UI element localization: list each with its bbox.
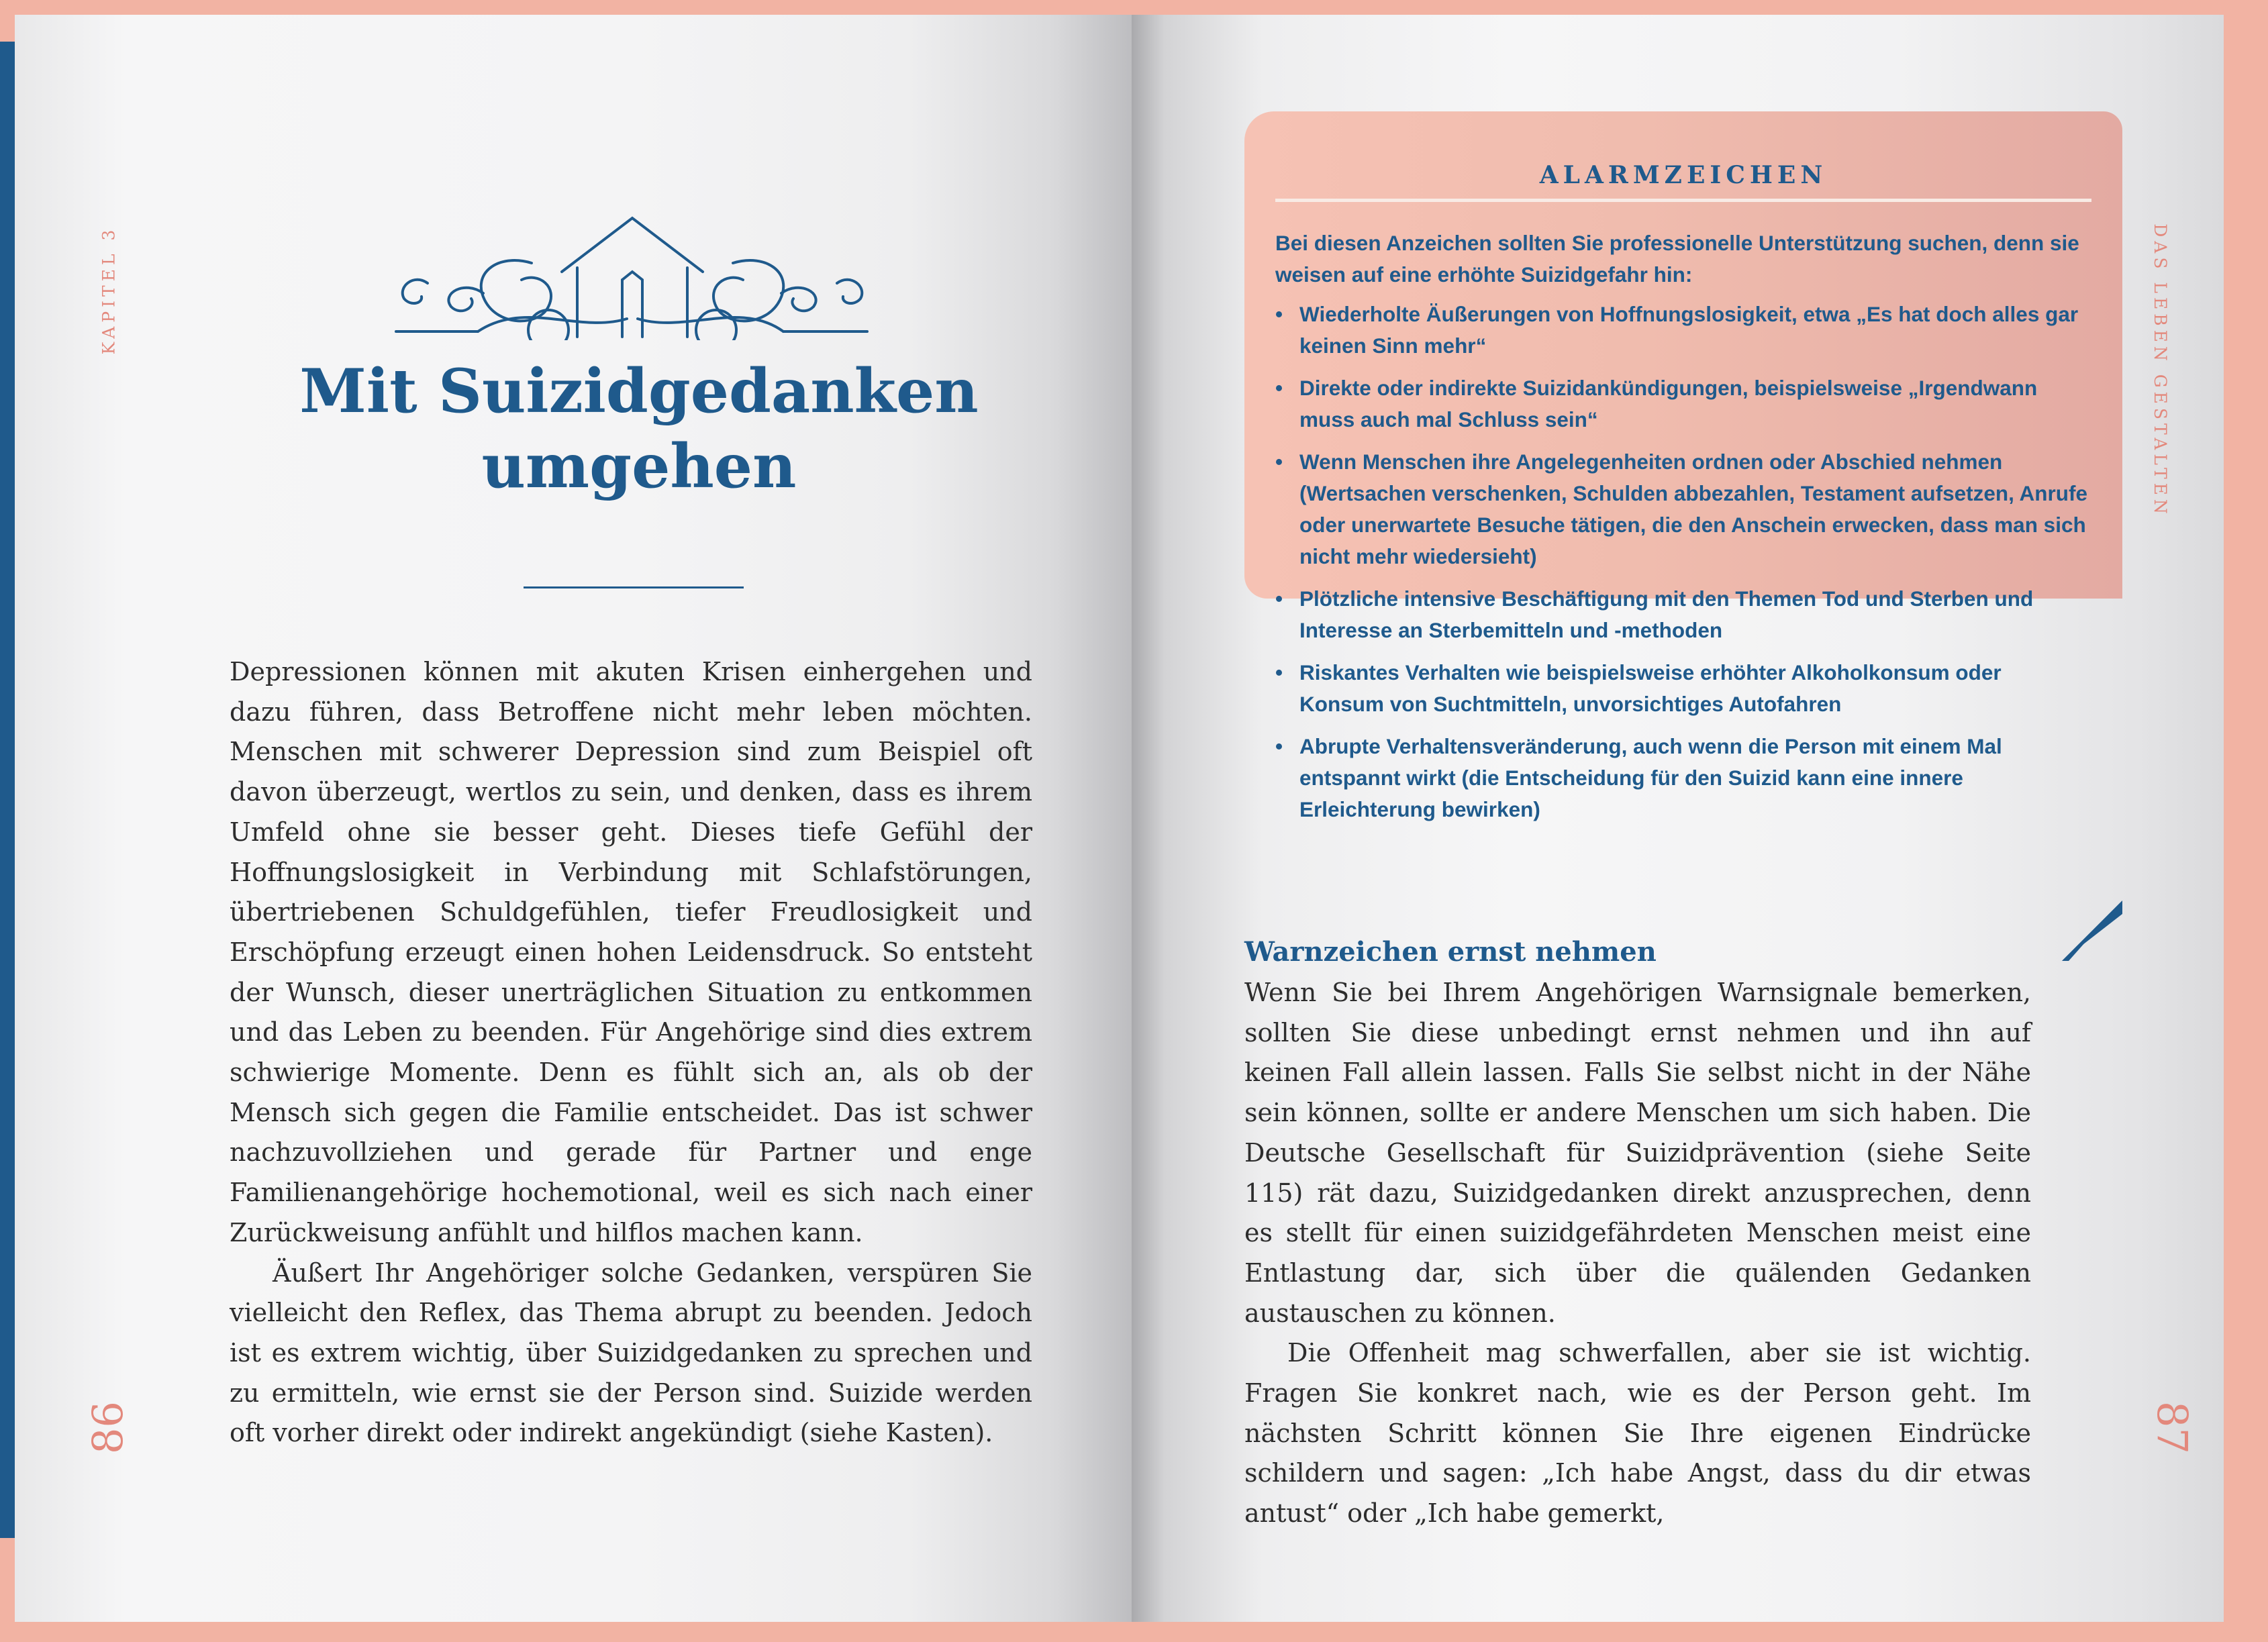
house-ornament-icon <box>377 206 901 340</box>
box-corner-flag-icon <box>2062 901 2122 961</box>
paragraph: Depressionen können mit akuten Krisen einhergehen und dazu führen, dass Betroffene nicht mehr leben möchten. Menschen mit schwerer Depression sind zum Beispiel oft davon überzeugt, wertlos zu sein, und denken, dass es ihrem Umfeld ohne sie besser geht. Dieses tiefe Gefühl der Hoffnungslosigkeit in Verbindung mit Schlafstörungen, übertriebenen Schuldgefühlen, tiefer Freudlosigkeit und Erschöpfung erzeugt einen hohen Leidensdruck. So entsteht der Wunsch, dieser unerträglichen Situation zu entkommen und das Leben zu beenden. Für Angehörige sind dies extrem schwierige Momente. Denn es fühlt sich an, als ob der Mensch sich gegen die Familie entscheidet. Das ist schwer nachzuvollziehen und gerade für Partner und enge Familienangehörige hochemotional, weil es sich nach einer Zurückweisung anfühlt und hilflos machen kann. <box>230 657 1032 1247</box>
running-head-right: DAS LEBEN GESTALTEN <box>2150 223 2170 518</box>
left-page <box>15 15 1132 1622</box>
running-head-left: KAPITEL 3 <box>99 225 119 354</box>
page-number-left: 86 <box>83 1400 132 1454</box>
list-item: • Riskantes Verhalten wie beispielsweise erhöhter Alkoholkonsum oder Konsum von Suchtmitteln, unvorsichtiges Autofahren <box>1275 657 2091 720</box>
box-divider <box>1275 199 2091 202</box>
box-intro: Bei diesen Anzeichen sollten Sie professionelle Unterstützung suchen, denn sie weisen auf eine erhöhte Suizidgefahr hin: <box>1275 231 2079 287</box>
paragraph: Die Offenheit mag schwerfallen, aber sie ist wichtig. Fragen Sie konkret nach, wie es der Person geht. Im nächsten Schritt können Sie Ihre eigenen Eindrücke schildern und sagen: „Ich habe Angst, dass du dir etwas antust“ oder „Ich habe gemerkt, <box>1244 1338 2031 1529</box>
section-subheading: Warnzeichen ernst nehmen <box>1244 936 1657 968</box>
list-item: • Abrupte Verhaltensveränderung, auch wenn die Person mit einem Mal entspannt wirkt (die Entscheidung für den Suizid kann eine innere Erleichterung bewirken) <box>1275 731 2091 825</box>
right-page <box>1132 15 2224 1622</box>
list-item: • Wiederholte Äußerungen von Hoffnungslosigkeit, etwa „Es hat doch alles gar keinen Sinn mehr“ <box>1275 299 2091 362</box>
paragraph: Äußert Ihr Angehöriger solche Gedanken, verspüren Sie vielleicht den Reflex, das Thema abrupt zu beenden. Jedoch ist es extrem wichtig, über Suizidgedanken zu sprechen und zu ermitteln, wie ernst sie der Person sind. Suizide werden oft vorher direkt oder indirekt angekündigt (siehe Kasten). <box>230 1258 1032 1448</box>
chapter-title: Mit Suizidgedanken umgehen <box>299 356 979 502</box>
right-body-text <box>1244 973 2031 1534</box>
list-item: • Direkte oder indirekte Suizidankündigungen, beispielsweise „Irgendwann muss auch mal Schluss sein“ <box>1275 372 2091 435</box>
left-body-text <box>230 652 1032 1453</box>
box-heading: ALARMZEICHEN <box>1539 161 1828 189</box>
page-number-right: 87 <box>2147 1400 2197 1454</box>
list-item: • Plötzliche intensive Beschäftigung mit den Themen Tod und Sterben und Interesse an Sterbemitteln und -methoden <box>1275 583 2091 646</box>
title-divider <box>524 586 744 588</box>
list-item: • Wenn Menschen ihre Angelegenheiten ordnen oder Abschied nehmen (Wertsachen verschenken, Schulden abbezahlen, Testament aufsetzen, Anrufe oder unerwartete Besuche tätigen, die den Anschein erwecken, dass man sich nicht mehr wiedersieht) <box>1275 446 2091 572</box>
alarm-list <box>1275 299 2091 825</box>
paragraph: Wenn Sie bei Ihrem Angehörigen Warnsignale bemerken, sollten Sie diese unbedingt ernst nehmen und ihn auf keinen Fall allein lassen. Falls Sie selbst nicht in der Nähe sein können, sollte er andere Menschen um sich haben. Die Deutsche Gesellschaft für Suizidprävention (siehe Seite 115) rät dazu, Suizidgedanken direkt anzusprechen, denn es stellt für einen suizidgefährdeten Menschen meist eine Entlastung dar, sich über die quälenden Gedanken austauschen zu können. <box>1244 978 2031 1328</box>
alarm-signs-box <box>1244 111 2122 821</box>
